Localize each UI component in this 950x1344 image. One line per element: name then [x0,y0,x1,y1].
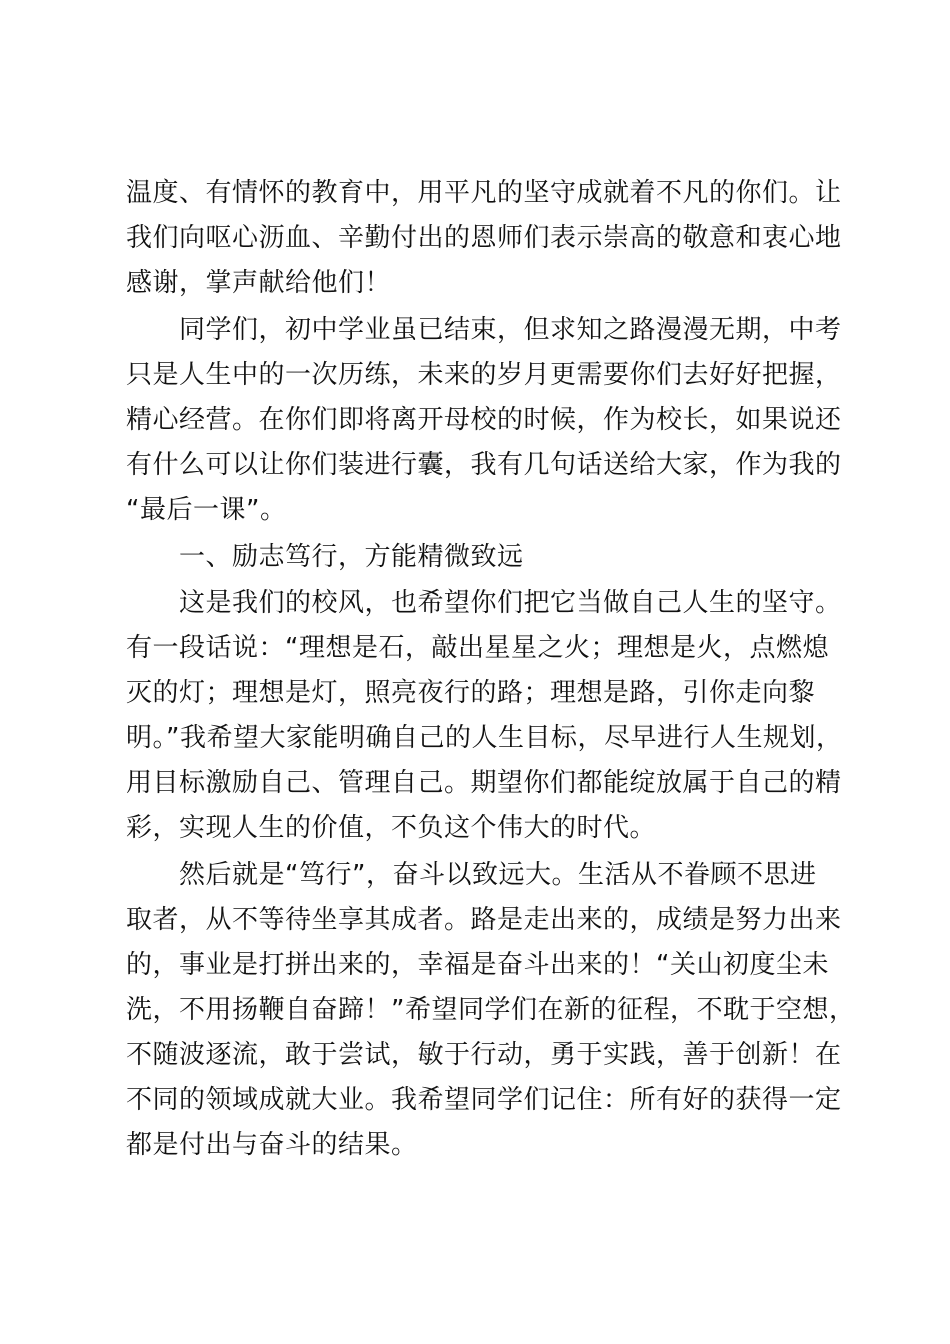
text-line: 精心经营。在你们即将离开母校的时候，作为校长，如果说还 [126,405,842,435]
text-line: 灭的灯；理想是灯，照亮夜行的路；理想是路，引你走向黎 [126,678,816,708]
text-line: 明。”我希望大家能明确自己的人生目标，尽早进行人生规划， [126,723,843,753]
text-line: 洗，不用扬鞭自奋蹄！”希望同学们在新的征程，不耽于空想， [126,995,856,1025]
text-line: 的，事业是打拼出来的，幸福是奋斗出来的！“关山初度尘未 [126,950,829,980]
text-line: 感谢，掌声献给他们！ [126,268,392,298]
text-line: 然后就是“笃行”，奋斗以致远大。生活从不眷顾不思进 [126,860,817,890]
text-line: 只是人生中的一次历练，未来的岁月更需要你们去好好把握， [126,360,842,390]
text-line: 这是我们的校风，也希望你们把它当做自己人生的坚守。 [126,588,842,618]
text-line: 同学们，初中学业虽已结束，但求知之路漫漫无期，中考 [126,315,842,345]
text-line: 我们向呕心沥血、辛勤付出的恩师们表示崇高的敬意和衷心地 [126,223,842,253]
text-line: 温度、有情怀的教育中，用平凡的坚守成就着不凡的你们。让 [126,178,842,208]
text-line: 有什么可以让你们装进行囊，我有几句话送给大家，作为我的 [126,450,842,480]
text-line: 取者，从不等待坐享其成者。路是走出来的，成绩是努力出来 [126,905,842,935]
text-line: 不随波逐流，敢于尝试，敏于行动，勇于实践，善于创新！在 [126,1040,842,1070]
text-line: 用目标激励自己、管理自己。期望你们都能绽放属于自己的精 [126,768,842,798]
text-line: 彩，实现人生的价值，不负这个伟大的时代。 [126,813,657,843]
text-line: 有一段话说：“理想是石，敲出星星之火；理想是火，点燃熄 [126,633,829,663]
section-heading: 一、励志笃行，方能精微致远 [126,542,524,572]
text-line: “最后一课”。 [126,495,287,525]
text-line: 都是付出与奋斗的结果。 [126,1130,418,1160]
text-line: 不同的领域成就大业。我希望同学们记住：所有好的获得一定 [126,1085,842,1115]
